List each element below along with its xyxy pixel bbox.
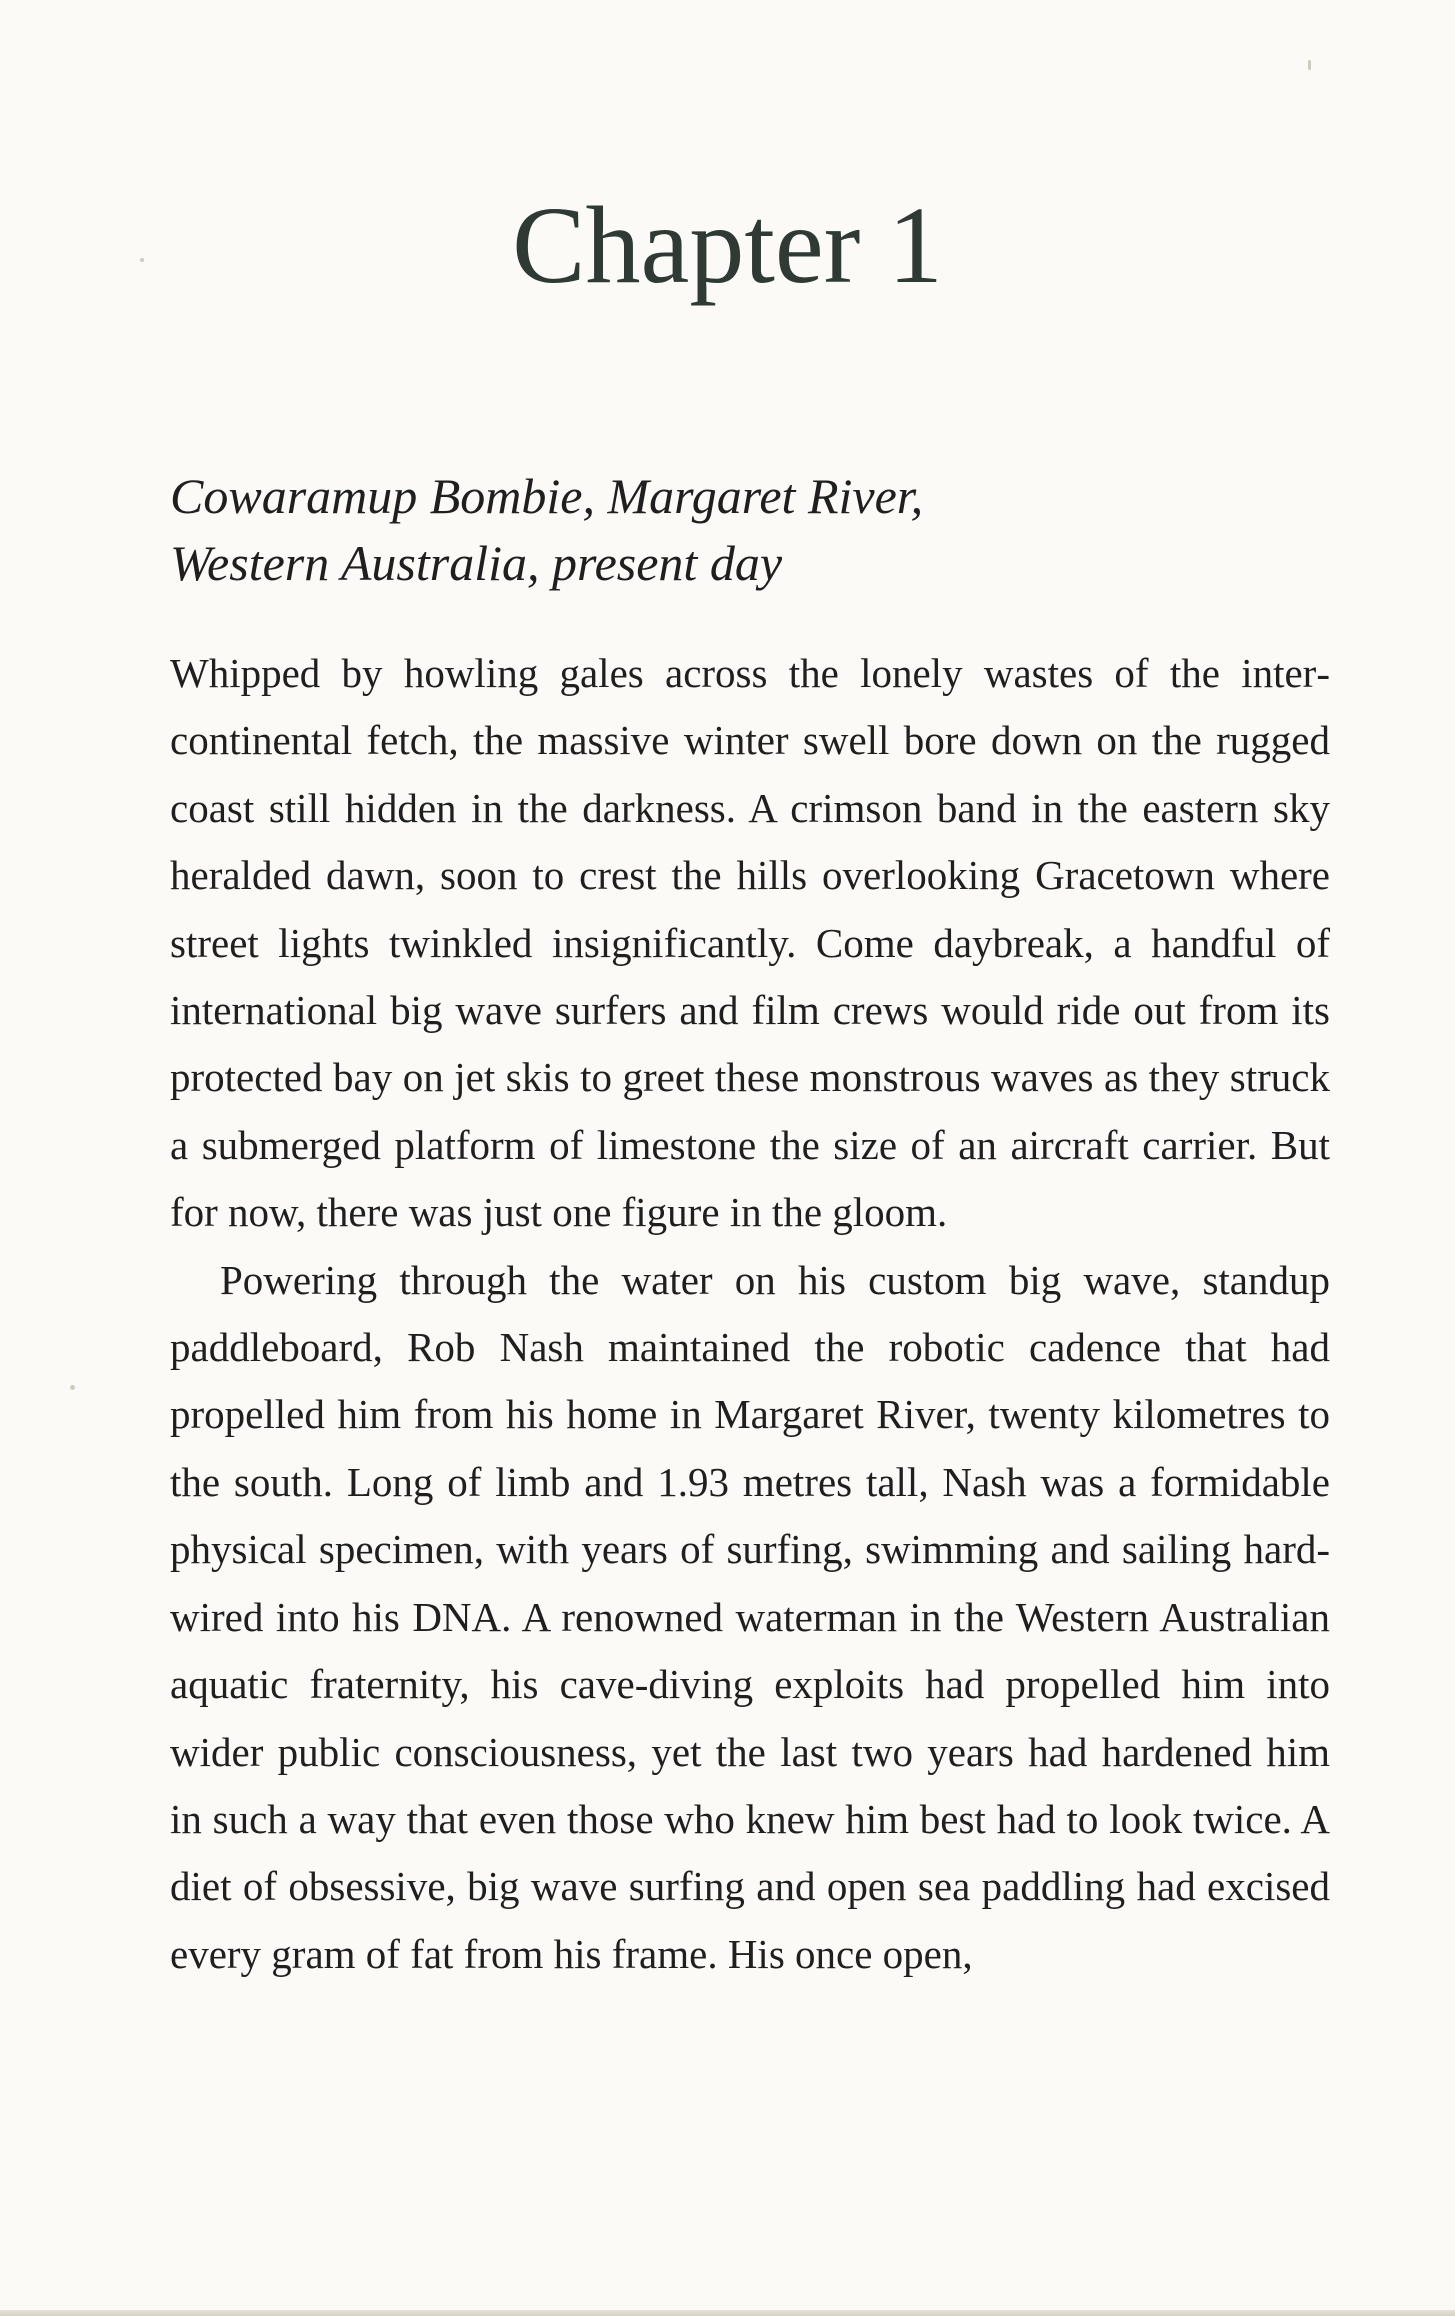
paragraph-1: Whipped by howling gales across the lonely wastes of the intercontinental fetch, the massive winter swell bore down on the rugged coast still hidden in the darkness. A crimson band in the eastern sky heralded dawn, soon to crest the hills overlooking Gracetown where street lights twinkled insignificantly. Come daybreak, a handful of international big wave surfers and film crews would ride out from its protected bay on jet skis to greet these monstrous waves as they struck a submerged platform of limestone the size of an aircraft carrier. But for now, there was just one figure in the gloom. (170, 650, 1330, 1236)
chapter-title: Chapter 1 (512, 184, 943, 306)
location-line-2: Western Australia, present day (170, 535, 783, 591)
scan-speck (70, 1385, 75, 1390)
paragraph-2: Powering through the water on his custom big wave, standup paddleboard, Rob Nash maintained the robotic cadence that had propelled him from his home in Margaret River, twenty kilometres to the south. Long of limb and 1.93 metres tall, Nash was a formidable physical specimen, with years of surfing, swimming and sailing hard-wired into his DNA. A renowned waterman in the Western Australian aquatic fraternity, his cave-diving exploits had propelled him into wider public consciousness, yet the last two years had hardened him in such a way that even those who knew him best had to look twice. A diet of obsessive, big wave surfing and open sea paddling had excised every gram of fat from his frame. His once open, (170, 1256, 1330, 1977)
location-subheading (170, 463, 923, 597)
scan-speck (1308, 60, 1311, 70)
location-line-1: Cowaramup Bombie, Margaret River, (170, 468, 924, 524)
scan-speck (140, 258, 144, 262)
body-text (170, 640, 1330, 1988)
page-edge (0, 2310, 1455, 2316)
